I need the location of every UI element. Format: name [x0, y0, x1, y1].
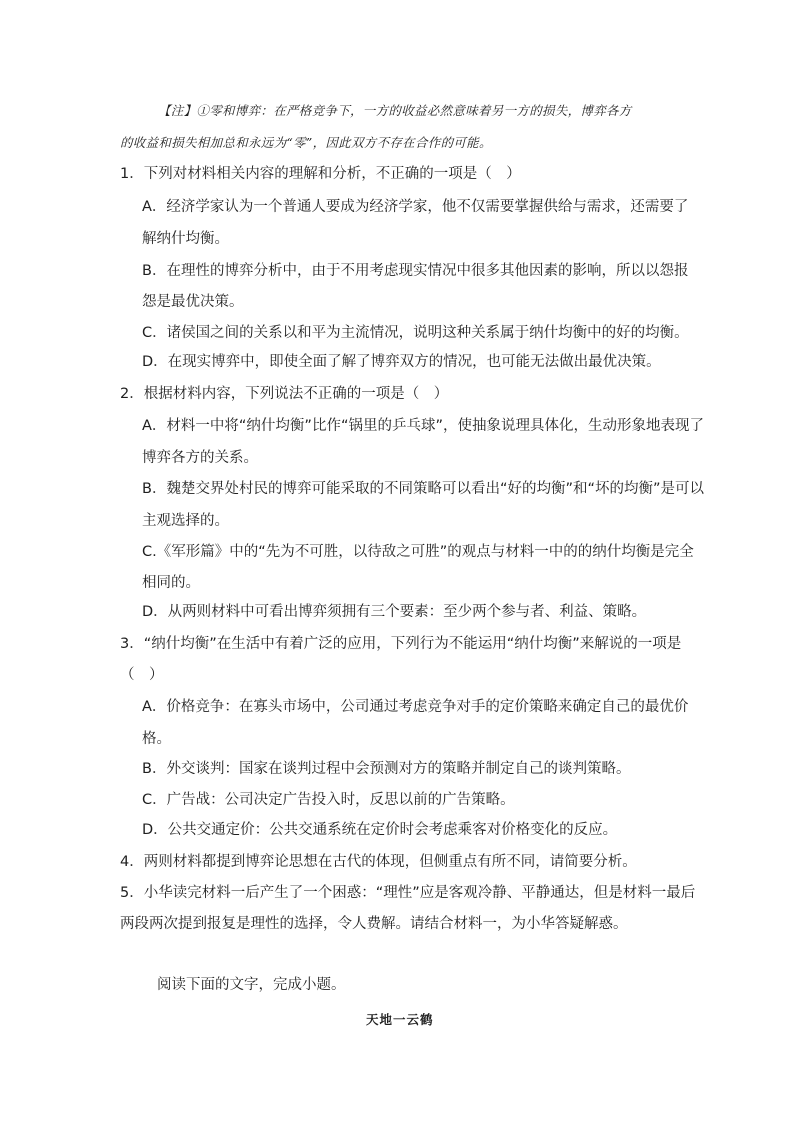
- question-2-option-b: B．魏楚交界处村民的博弈可能采取的不同策略可以看出“好的均衡”和“坏的均衡”是可以: [142, 481, 704, 497]
- question-2-option-c-cont: 相同的。: [142, 575, 200, 591]
- question-5-stem-cont: 两段两次提到报复是理性的选择，令人费解。请结合材料一，为小华答疑解惑。: [120, 916, 628, 932]
- question-4-stem: 4．两则材料都提到博弈论思想在古代的体现，但侧重点有所不同，请简要分析。: [120, 854, 637, 870]
- question-2-option-a: A．材料一中将“纳什均衡”比作“锅里的乒乓球”，使抽象说理具体化，生动形象地表现了: [142, 418, 704, 434]
- question-2-option-c: C.《军形篇》中的“先为不可胜，以待敌之可胜”的观点与材料一中的的纳什均衡是完全: [142, 544, 694, 560]
- note-line-1: 【注】①零和博弈：在严格竞争下，一方的收益必然意味着另一方的损失，博弈各方: [158, 103, 632, 118]
- question-1-stem: 1．下列对材料相关内容的理解和分析，不正确的一项是（ ）: [120, 166, 521, 182]
- question-1-option-a-cont: 解纳什均衡。: [142, 231, 229, 247]
- question-2-option-d: D．从两则材料中可看出博弈须拥有三个要素：至少两个参与者、利益、策略。: [142, 604, 647, 620]
- passage-title: 天地一云鹤: [366, 1012, 434, 1027]
- question-3-option-a: A．价格竞争：在寡头市场中，公司通过考虑竞争对手的定价策略来确定自己的最优价: [142, 699, 689, 715]
- question-1-option-a: A．经济学家认为一个普通人要成为经济学家，他不仅需要掌握供给与需求，还需要了: [142, 199, 689, 215]
- note-line-2: 的收益和损失相加总和永远为“零”，因此双方不存在合作的可能。: [120, 135, 492, 150]
- question-3-stem-cont: （ ）: [120, 667, 164, 683]
- question-1-option-c: C．诸侯国之间的关系以和平为主流情况，说明这种关系属于纳什均衡中的好的均衡。: [142, 325, 689, 341]
- reading-instruction: 阅读下面的文字，完成小题。: [157, 977, 346, 993]
- question-2-option-b-cont: 主观选择的。: [142, 513, 229, 529]
- question-3-option-d: D．公共交通定价：公共交通系统在定价时会考虑乘客对价格变化的反应。: [142, 822, 618, 838]
- question-5-stem: 5．小华读完材料一后产生了一个困惑：“理性”应是客观冷静、平静通达，但是材料一最后: [120, 885, 696, 901]
- question-3-option-c: C．广告战：公司决定广告投入时，反思以前的广告策略。: [142, 792, 515, 808]
- question-2-option-a-cont: 博弈各方的关系。: [142, 450, 258, 466]
- question-3-stem: 3．“纳什均衡”在生活中有着广泛的应用，下列行为不能运用“纳什均衡”来解说的一项是: [120, 636, 682, 652]
- question-2-stem: 2．根据材料内容，下列说法不正确的一项是（ ）: [120, 386, 449, 402]
- question-1-option-d: D．在现实博弈中，即使全面了解了博弈双方的情况，也可能无法做出最优决策。: [142, 354, 661, 370]
- question-3-option-b: B．外交谈判：国家在谈判过程中会预测对方的策略并制定自己的谈判策略。: [142, 761, 631, 777]
- question-1-option-b-cont: 怨是最优决策。: [142, 294, 244, 310]
- question-1-option-b: B．在理性的博弈分析中，由于不用考虑现实情况中很多其他因素的影响，所以以怨报: [142, 263, 689, 279]
- question-3-option-a-cont: 格。: [142, 731, 171, 747]
